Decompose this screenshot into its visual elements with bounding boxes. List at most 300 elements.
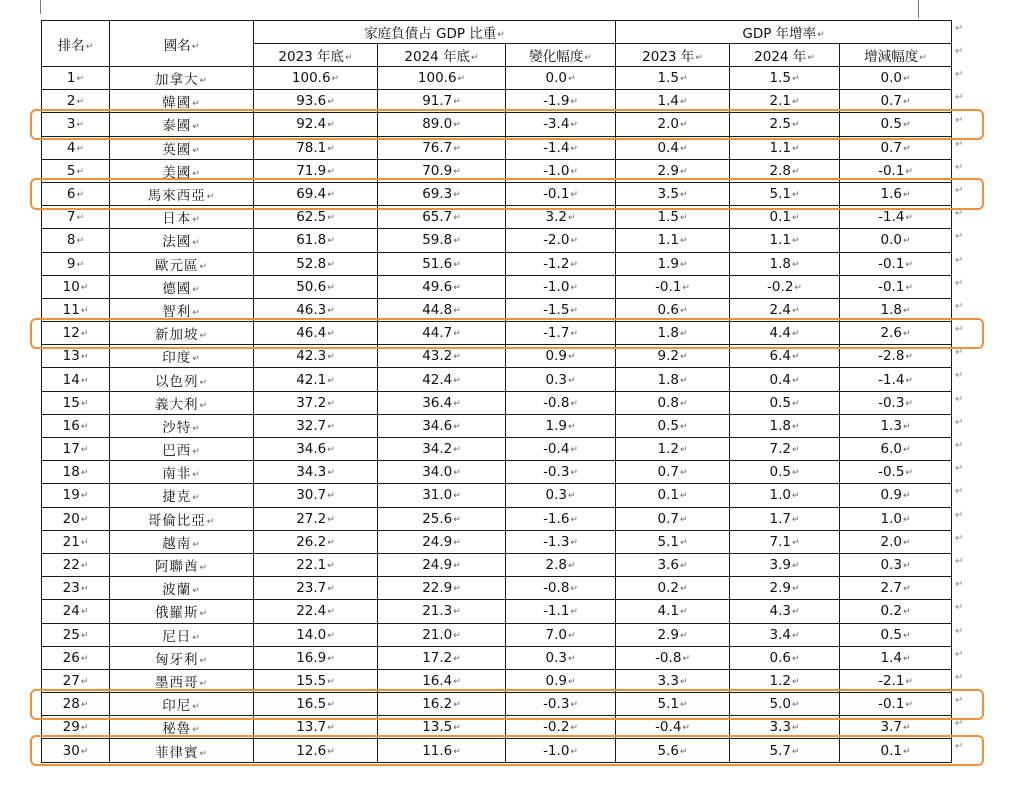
cell-debt-2024: 17.2 ↵ <box>378 646 506 669</box>
cell-debt-2023: 27.2 ↵ <box>254 507 378 530</box>
cell-gdp-2023: 1.2 ↵ <box>616 438 730 461</box>
cell-gdp-2024: 1.2 ↵ <box>730 669 840 692</box>
cell-debt-2023: 13.7 ↵ <box>254 716 378 739</box>
cell-country: 新加坡 ↵ <box>110 322 254 345</box>
cell-debt-change: -0.2 ↵ <box>506 716 616 739</box>
cell-gdp-2023: 9.2 ↵ <box>616 345 730 368</box>
row-end-mark: ↵ <box>955 69 964 80</box>
cell-debt-2024: 65.7 ↵ <box>378 206 506 229</box>
cell-gdp-2023: 3.6 ↵ <box>616 553 730 576</box>
row-end-mark: ↵ <box>955 370 964 382</box>
cell-gdp-change: 1.8 ↵ <box>840 298 952 321</box>
cell-debt-2023: 46.3 ↵ <box>254 298 378 321</box>
table-body <box>42 67 952 763</box>
cell-gdp-2023: 2.9 ↵ <box>616 623 730 646</box>
cell-gdp-change: 2.0 ↵ <box>840 530 952 553</box>
row-end-mark: ↵ <box>955 463 964 475</box>
cell-debt-2024: 44.7 ↵ <box>378 322 506 345</box>
cell-gdp-change: 1.0 ↵ <box>840 507 952 530</box>
cell-gdp-2024: 6.4 ↵ <box>730 345 840 368</box>
header-group-debt: 家庭負債占 GDP 比重 ↵ <box>254 21 616 44</box>
cell-gdp-change: 1.3 ↵ <box>840 414 952 437</box>
cell-country: 法國 ↵ <box>110 229 254 252</box>
cell-gdp-2023: 0.1 ↵ <box>616 484 730 507</box>
cell-debt-change: 0.9 ↵ <box>506 669 616 692</box>
cell-debt-2023: 71.9 ↵ <box>254 159 378 182</box>
cell-debt-2023: 61.8 ↵ <box>254 229 378 252</box>
cell-gdp-2024: 0.4 ↵ <box>730 368 840 391</box>
cell-gdp-2024: 5.7 ↵ <box>730 739 840 762</box>
cell-rank: 24 ↵ <box>42 600 110 623</box>
cell-gdp-2023: 1.5 ↵ <box>616 67 730 90</box>
cell-gdp-change: -0.1 ↵ <box>840 275 952 298</box>
cell-debt-2024: 42.4 ↵ <box>378 368 506 391</box>
cell-debt-2024: 44.8 ↵ <box>378 298 506 321</box>
cell-gdp-change: 0.3 ↵ <box>840 553 952 576</box>
cell-gdp-2024: 1.0 ↵ <box>730 484 840 507</box>
cell-rank: 1 ↵ <box>42 67 110 90</box>
cell-debt-2024: 34.6 ↵ <box>378 414 506 437</box>
cell-gdp-change: -0.5 ↵ <box>840 461 952 484</box>
table-row <box>42 438 952 461</box>
table-row <box>42 577 952 600</box>
cell-debt-change: -1.1 ↵ <box>506 600 616 623</box>
cell-rank: 2 ↵ <box>42 90 110 113</box>
cell-gdp-2023: 5.6 ↵ <box>616 739 730 762</box>
cell-gdp-2023: 3.5 ↵ <box>616 182 730 205</box>
header-debt-change: 變化幅度 ↵ <box>506 44 616 67</box>
header-debt-2023: 2023 年底 ↵ <box>254 44 378 67</box>
cell-gdp-2024: 1.1 ↵ <box>730 136 840 159</box>
cell-rank: 3 ↵ <box>42 113 110 136</box>
highlight-box <box>30 318 984 349</box>
highlight-box <box>30 109 984 140</box>
cell-rank: 14 ↵ <box>42 368 110 391</box>
cell-country: 以色列 ↵ <box>110 368 254 391</box>
cell-debt-change: -1.0 ↵ <box>506 275 616 298</box>
row-end-mark: ↵ <box>955 393 964 405</box>
cell-debt-2023: 12.6 ↵ <box>254 739 378 762</box>
row-end-mark: ↵ <box>955 184 964 196</box>
cell-gdp-2024: 0.5 ↵ <box>730 461 840 484</box>
cell-gdp-2024: 7.1 ↵ <box>730 530 840 553</box>
cell-debt-2024: 89.0 ↵ <box>378 113 506 136</box>
cell-gdp-2024: 1.7 ↵ <box>730 507 840 530</box>
cell-rank: 19 ↵ <box>42 484 110 507</box>
cell-country: 匈牙利 ↵ <box>110 646 254 669</box>
cell-gdp-2024: 1.8 ↵ <box>730 414 840 437</box>
table-row <box>42 461 952 484</box>
cell-debt-2024: 70.9 ↵ <box>378 159 506 182</box>
cell-gdp-2023: 1.8 ↵ <box>616 322 730 345</box>
header-rank: 排名 ↵ <box>42 21 110 67</box>
cell-gdp-change: 0.0 ↵ <box>840 67 952 90</box>
cell-debt-change: -0.4 ↵ <box>506 438 616 461</box>
highlight-box <box>30 735 984 766</box>
cell-rank: 13 ↵ <box>42 345 110 368</box>
cell-rank: 23 ↵ <box>42 577 110 600</box>
header-gdp-change: 增減幅度 ↵ <box>840 44 952 67</box>
row-end-mark: ↵ <box>955 347 964 359</box>
cell-debt-2024: 21.3 ↵ <box>378 600 506 623</box>
row-end-mark: ↵ <box>955 440 964 451</box>
cell-rank: 17 ↵ <box>42 438 110 461</box>
cell-debt-change: 7.0 ↵ <box>506 623 616 646</box>
cell-gdp-2024: -0.2 ↵ <box>730 275 840 298</box>
cell-country: 加拿大 ↵ <box>110 67 254 90</box>
cell-debt-2023: 16.9 ↵ <box>254 646 378 669</box>
cell-gdp-2024: 7.2 ↵ <box>730 438 840 461</box>
header-gdp-2023: 2023 年 ↵ <box>616 44 730 67</box>
cell-gdp-change: 0.0 ↵ <box>840 229 952 252</box>
cell-gdp-2024: 1.5 ↵ <box>730 67 840 90</box>
cell-debt-2024: 91.7 ↵ <box>378 90 506 113</box>
header-row-groups <box>42 21 952 44</box>
cell-gdp-2024: 3.4 ↵ <box>730 623 840 646</box>
cell-country: 墨西哥 ↵ <box>110 669 254 692</box>
cell-gdp-change: 0.7 ↵ <box>840 136 952 159</box>
row-end-mark: ↵ <box>955 208 964 220</box>
row-end-mark: ↵ <box>955 695 964 707</box>
row-end-mark: ↵ <box>955 532 964 544</box>
cell-country: 阿聯酋 ↵ <box>110 553 254 576</box>
cell-gdp-2023: 1.9 ↵ <box>616 252 730 275</box>
table-row <box>42 368 952 391</box>
cell-debt-2023: 78.1 ↵ <box>254 136 378 159</box>
table-row <box>42 600 952 623</box>
cell-gdp-change: -0.1 ↵ <box>840 693 952 716</box>
cell-debt-change: 0.3 ↵ <box>506 484 616 507</box>
cell-debt-change: -1.0 ↵ <box>506 739 616 762</box>
right-margin-mark <box>918 0 919 18</box>
row-end-mark: ↵ <box>955 161 964 173</box>
left-margin-mark <box>40 0 41 14</box>
cell-country: 哥倫比亞 ↵ <box>110 507 254 530</box>
cell-country: 秘魯 ↵ <box>110 716 254 739</box>
table-row <box>42 646 952 669</box>
cell-gdp-2024: 2.5 ↵ <box>730 113 840 136</box>
cell-gdp-2024: 0.1 ↵ <box>730 206 840 229</box>
cell-debt-2024: 51.6 ↵ <box>378 252 506 275</box>
row-end-mark: ↵ <box>955 115 964 127</box>
cell-debt-change: 0.0 ↵ <box>506 67 616 90</box>
cell-country: 菲律賓 ↵ <box>110 739 254 762</box>
table-row <box>42 67 952 90</box>
cell-gdp-change: 3.7 ↵ <box>840 716 952 739</box>
cell-gdp-change: -1.4 ↵ <box>840 206 952 229</box>
cell-gdp-2024: 1.8 ↵ <box>730 252 840 275</box>
cell-debt-2024: 69.3 ↵ <box>378 182 506 205</box>
cell-gdp-2023: 0.2 ↵ <box>616 577 730 600</box>
cell-rank: 18 ↵ <box>42 461 110 484</box>
cell-country: 波蘭 ↵ <box>110 577 254 600</box>
cell-country: 俄羅斯 ↵ <box>110 600 254 623</box>
row-end-mark: ↵ <box>955 277 964 289</box>
cell-country: 南非 ↵ <box>110 461 254 484</box>
cell-rank: 9 ↵ <box>42 252 110 275</box>
cell-country: 尼日 ↵ <box>110 623 254 646</box>
cell-country: 美國 ↵ <box>110 159 254 182</box>
cell-gdp-2023: 5.1 ↵ <box>616 530 730 553</box>
cell-rank: 26 ↵ <box>42 646 110 669</box>
cell-gdp-2023: 0.4 ↵ <box>616 136 730 159</box>
cell-debt-change: -1.9 ↵ <box>506 90 616 113</box>
cell-country: 泰國 ↵ <box>110 113 254 136</box>
cell-debt-2023: 22.4 ↵ <box>254 600 378 623</box>
cell-gdp-2023: 1.4 ↵ <box>616 90 730 113</box>
cell-debt-change: 3.2 ↵ <box>506 206 616 229</box>
cell-debt-2023: 62.5 ↵ <box>254 206 378 229</box>
highlight-box <box>30 689 984 720</box>
row-end-mark: ↵ <box>955 254 964 266</box>
row-end-mark: ↵ <box>955 509 964 521</box>
cell-rank: 6 ↵ <box>42 182 110 205</box>
cell-country: 英國 ↵ <box>110 136 254 159</box>
cell-gdp-2024: 5.1 ↵ <box>730 182 840 205</box>
row-end-mark: ↵ <box>955 718 964 730</box>
page-corner-marks <box>0 0 1015 20</box>
cell-debt-2023: 46.4 ↵ <box>254 322 378 345</box>
cell-gdp-2023: 1.1 ↵ <box>616 229 730 252</box>
cell-debt-2024: 22.9 ↵ <box>378 577 506 600</box>
row-end-mark: ↵ <box>955 671 964 683</box>
cell-debt-2024: 21.0 ↵ <box>378 623 506 646</box>
cell-debt-change: -1.7 ↵ <box>506 322 616 345</box>
row-end-mark: ↵ <box>955 625 964 637</box>
row-end-mark: ↵ <box>955 300 964 312</box>
cell-rank: 20 ↵ <box>42 507 110 530</box>
cell-country: 馬來西亞 ↵ <box>110 182 254 205</box>
cell-gdp-change: -0.1 ↵ <box>840 252 952 275</box>
table-row <box>42 623 952 646</box>
cell-gdp-change: 0.9 ↵ <box>840 484 952 507</box>
cell-debt-change: -0.3 ↵ <box>506 461 616 484</box>
cell-gdp-change: 2.7 ↵ <box>840 577 952 600</box>
table-row <box>42 484 952 507</box>
cell-gdp-2023: 4.1 ↵ <box>616 600 730 623</box>
row-end-mark: ↵ <box>955 138 964 150</box>
row-end-mark: ↵ <box>955 231 964 243</box>
cell-gdp-2023: -0.8 ↵ <box>616 646 730 669</box>
cell-country: 智利 ↵ <box>110 298 254 321</box>
cell-country: 巴西 ↵ <box>110 438 254 461</box>
cell-gdp-change: 1.6 ↵ <box>840 182 952 205</box>
cell-gdp-2024: 4.3 ↵ <box>730 600 840 623</box>
table-row <box>42 275 952 298</box>
cell-debt-change: -1.5 ↵ <box>506 298 616 321</box>
cell-gdp-change: 2.6 ↵ <box>840 322 952 345</box>
cell-gdp-change: 0.5 ↵ <box>840 113 952 136</box>
row-end-mark: ↵ <box>955 602 964 614</box>
cell-gdp-2023: 0.6 ↵ <box>616 298 730 321</box>
row-end-mark: ↵ <box>955 46 964 57</box>
cell-debt-2023: 100.6 ↵ <box>254 67 378 90</box>
cell-rank: 15 ↵ <box>42 391 110 414</box>
cell-debt-2024: 100.6 ↵ <box>378 67 506 90</box>
cell-gdp-change: 0.5 ↵ <box>840 623 952 646</box>
cell-debt-2023: 42.3 ↵ <box>254 345 378 368</box>
cell-debt-change: -0.1 ↵ <box>506 182 616 205</box>
cell-debt-2023: 52.8 ↵ <box>254 252 378 275</box>
cell-gdp-2024: 1.1 ↵ <box>730 229 840 252</box>
cell-debt-2023: 37.2 ↵ <box>254 391 378 414</box>
cell-rank: 7 ↵ <box>42 206 110 229</box>
cell-gdp-2024: 0.6 ↵ <box>730 646 840 669</box>
cell-rank: 29 ↵ <box>42 716 110 739</box>
cell-rank: 30 ↵ <box>42 739 110 762</box>
cell-debt-change: -3.4 ↵ <box>506 113 616 136</box>
cell-debt-2024: 34.2 ↵ <box>378 438 506 461</box>
cell-rank: 28 ↵ <box>42 693 110 716</box>
cell-gdp-2023: 1.8 ↵ <box>616 368 730 391</box>
cell-gdp-change: 0.2 ↵ <box>840 600 952 623</box>
cell-rank: 8 ↵ <box>42 229 110 252</box>
cell-gdp-2024: 2.1 ↵ <box>730 90 840 113</box>
cell-rank: 12 ↵ <box>42 322 110 345</box>
table-row <box>42 414 952 437</box>
cell-debt-2024: 36.4 ↵ <box>378 391 506 414</box>
cell-gdp-change: -0.1 ↵ <box>840 159 952 182</box>
cell-debt-2024: 25.6 ↵ <box>378 507 506 530</box>
table-row <box>42 530 952 553</box>
cell-debt-change: -1.2 ↵ <box>506 252 616 275</box>
cell-country: 歐元區 ↵ <box>110 252 254 275</box>
cell-country: 德國 ↵ <box>110 275 254 298</box>
header-debt-2024: 2024 年底 ↵ <box>378 44 506 67</box>
row-end-mark: ↵ <box>955 555 964 567</box>
cell-debt-2023: 23.7 ↵ <box>254 577 378 600</box>
header-country: 國名 ↵ <box>110 21 254 67</box>
cell-gdp-change: -2.1 ↵ <box>840 669 952 692</box>
cell-gdp-2024: 3.9 ↵ <box>730 553 840 576</box>
cell-country: 義大利 ↵ <box>110 391 254 414</box>
cell-rank: 27 ↵ <box>42 669 110 692</box>
cell-debt-2023: 14.0 ↵ <box>254 623 378 646</box>
cell-gdp-2023: 0.7 ↵ <box>616 461 730 484</box>
cell-debt-change: -0.8 ↵ <box>506 391 616 414</box>
cell-debt-change: -1.0 ↵ <box>506 159 616 182</box>
cell-debt-change: -0.8 ↵ <box>506 577 616 600</box>
table-row <box>42 229 952 252</box>
cell-debt-change: 2.8 ↵ <box>506 553 616 576</box>
cell-gdp-change: -2.8 ↵ <box>840 345 952 368</box>
table-row <box>42 553 952 576</box>
cell-country: 捷克 ↵ <box>110 484 254 507</box>
cell-debt-change: -1.3 ↵ <box>506 530 616 553</box>
table-row <box>42 391 952 414</box>
cell-debt-change: -2.0 ↵ <box>506 229 616 252</box>
cell-country: 韓國 ↵ <box>110 90 254 113</box>
cell-country: 印尼 ↵ <box>110 693 254 716</box>
cell-debt-2023: 50.6 ↵ <box>254 275 378 298</box>
cell-debt-2024: 24.9 ↵ <box>378 553 506 576</box>
cell-debt-change: 0.9 ↵ <box>506 345 616 368</box>
cell-gdp-2024: 2.8 ↵ <box>730 159 840 182</box>
cell-gdp-change: 0.7 ↵ <box>840 90 952 113</box>
cell-rank: 21 ↵ <box>42 530 110 553</box>
cell-debt-2024: 43.2 ↵ <box>378 345 506 368</box>
cell-debt-change: -0.3 ↵ <box>506 693 616 716</box>
cell-gdp-2023: 5.1 ↵ <box>616 693 730 716</box>
cell-debt-2023: 26.2 ↵ <box>254 530 378 553</box>
cell-debt-2023: 15.5 ↵ <box>254 669 378 692</box>
cell-debt-change: 1.9 ↵ <box>506 414 616 437</box>
cell-gdp-2024: 3.3 ↵ <box>730 716 840 739</box>
header-gdp-2024: 2024 年 ↵ <box>730 44 840 67</box>
cell-debt-change: -1.4 ↵ <box>506 136 616 159</box>
cell-country: 沙特 ↵ <box>110 414 254 437</box>
cell-debt-2023: 30.7 ↵ <box>254 484 378 507</box>
header-group-gdp: GDP 年增率 ↵ <box>616 21 952 44</box>
cell-gdp-2023: 3.3 ↵ <box>616 669 730 692</box>
cell-gdp-change: 6.0 ↵ <box>840 438 952 461</box>
cell-debt-2024: 49.6 ↵ <box>378 275 506 298</box>
cell-gdp-change: 0.1 ↵ <box>840 739 952 762</box>
cell-gdp-2023: -0.4 ↵ <box>616 716 730 739</box>
cell-rank: 4 ↵ <box>42 136 110 159</box>
cell-debt-2024: 24.9 ↵ <box>378 530 506 553</box>
cell-debt-2024: 31.0 ↵ <box>378 484 506 507</box>
cell-rank: 25 ↵ <box>42 623 110 646</box>
cell-debt-2024: 76.7 ↵ <box>378 136 506 159</box>
cell-debt-2023: 22.1 ↵ <box>254 553 378 576</box>
row-end-mark: ↵ <box>955 324 964 336</box>
cell-debt-2024: 34.0 ↵ <box>378 461 506 484</box>
cell-debt-2024: 16.4 ↵ <box>378 669 506 692</box>
cell-gdp-2023: 2.0 ↵ <box>616 113 730 136</box>
cell-debt-2023: 34.6 ↵ <box>254 438 378 461</box>
cell-gdp-2023: 0.7 ↵ <box>616 507 730 530</box>
cell-debt-change: 0.3 ↵ <box>506 646 616 669</box>
cell-debt-2023: 92.4 ↵ <box>254 113 378 136</box>
cell-gdp-2024: 2.9 ↵ <box>730 577 840 600</box>
cell-debt-2024: 13.5 ↵ <box>378 716 506 739</box>
cell-debt-2024: 59.8 ↵ <box>378 229 506 252</box>
table-row <box>42 507 952 530</box>
cell-gdp-change: -1.4 ↵ <box>840 368 952 391</box>
cell-rank: 22 ↵ <box>42 553 110 576</box>
row-end-mark: ↵ <box>955 486 964 498</box>
cell-gdp-change: 1.4 ↵ <box>840 646 952 669</box>
cell-gdp-2023: 0.8 ↵ <box>616 391 730 414</box>
cell-gdp-2023: 0.5 ↵ <box>616 414 730 437</box>
row-end-mark: ↵ <box>955 741 964 753</box>
cell-gdp-2023: -0.1 ↵ <box>616 275 730 298</box>
cell-rank: 11 ↵ <box>42 298 110 321</box>
cell-gdp-2024: 0.5 ↵ <box>730 391 840 414</box>
cell-gdp-2024: 4.4 ↵ <box>730 322 840 345</box>
row-end-mark: ↵ <box>955 92 964 104</box>
row-end-mark: ↵ <box>955 23 964 34</box>
table-row <box>42 252 952 275</box>
cell-debt-2023: 32.7 ↵ <box>254 414 378 437</box>
row-end-mark: ↵ <box>955 648 964 660</box>
cell-country: 印度 ↵ <box>110 345 254 368</box>
cell-debt-2023: 16.5 ↵ <box>254 693 378 716</box>
cell-gdp-2023: 2.9 ↵ <box>616 159 730 182</box>
cell-debt-2023: 42.1 ↵ <box>254 368 378 391</box>
cell-gdp-2024: 5.0 ↵ <box>730 693 840 716</box>
row-end-mark: ↵ <box>955 416 964 428</box>
cell-debt-2023: 34.3 ↵ <box>254 461 378 484</box>
cell-country: 越南 ↵ <box>110 530 254 553</box>
cell-debt-2023: 93.6 ↵ <box>254 90 378 113</box>
cell-rank: 10 ↵ <box>42 275 110 298</box>
cell-rank: 16 ↵ <box>42 414 110 437</box>
cell-gdp-2024: 2.4 ↵ <box>730 298 840 321</box>
cell-gdp-2023: 1.5 ↵ <box>616 206 730 229</box>
cell-debt-2024: 16.2 ↵ <box>378 693 506 716</box>
